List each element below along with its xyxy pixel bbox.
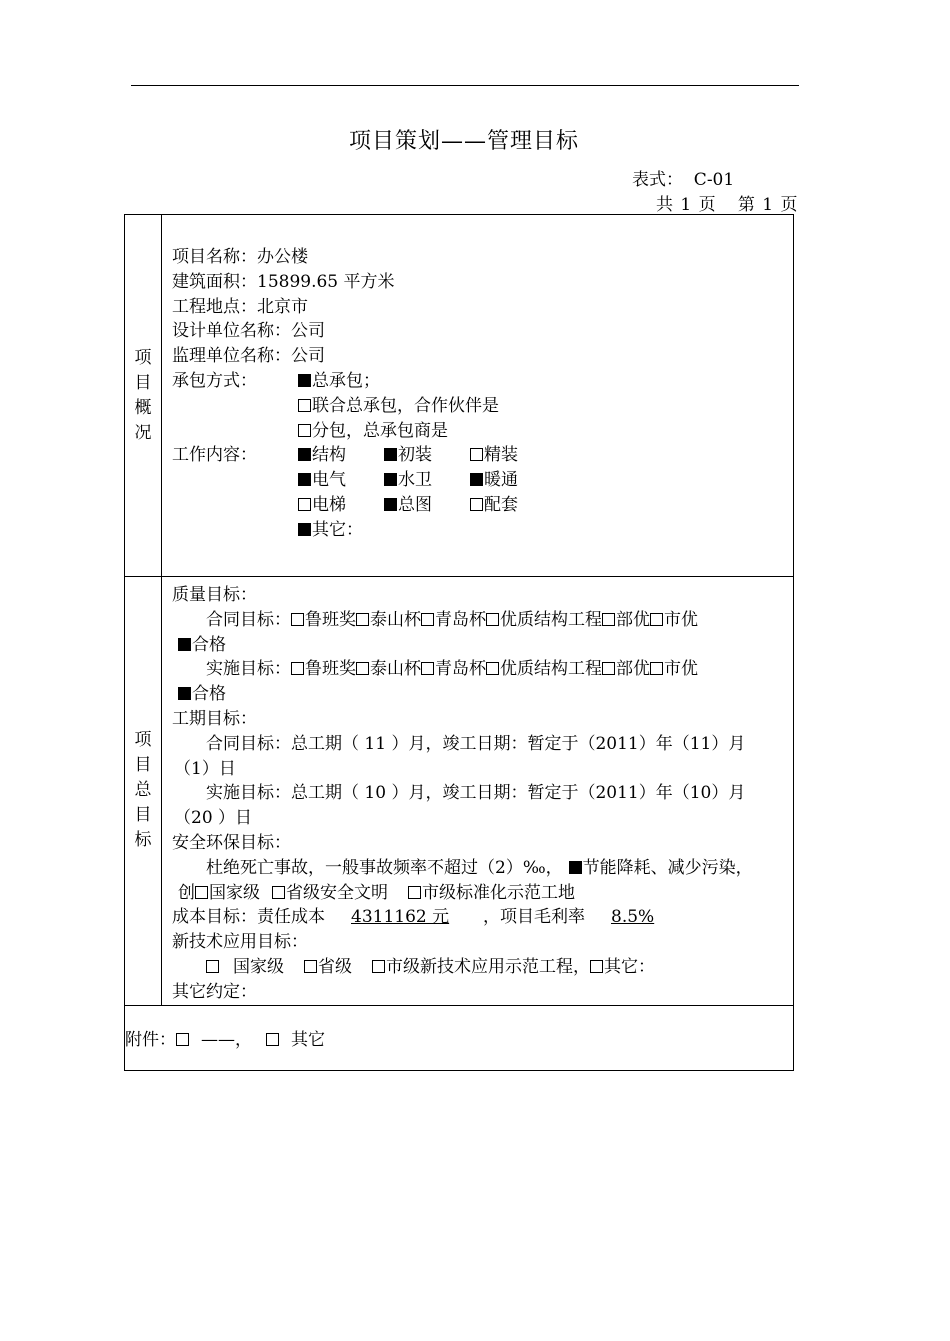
checkbox-empty-icon: [272, 886, 285, 899]
checkbox-empty-icon: [356, 613, 369, 626]
tech-city-option[interactable]: 市级新技术应用示范工程，: [372, 957, 590, 977]
overview-side-label: 项 目 概 况: [125, 215, 162, 577]
project-name: 项目名称：办公楼: [172, 247, 308, 267]
safety-title: 安全环保目标：: [172, 832, 291, 853]
work-item-fine-fitout[interactable]: 精装: [470, 443, 556, 468]
supervision-unit: 监理单位名称：公司: [172, 346, 325, 367]
checkbox-checked-icon: [298, 473, 311, 486]
attachment-option-other[interactable]: 其它: [266, 1030, 325, 1050]
work-content-label: 工作内容：: [172, 445, 257, 466]
checkbox-empty-icon: [266, 1033, 279, 1046]
checkbox-empty-icon: [356, 662, 369, 675]
quality-contract-pass[interactable]: 合格: [172, 633, 787, 658]
checkbox-empty-icon: [590, 960, 603, 973]
quality-opt-taishan[interactable]: 泰山杯: [356, 659, 421, 679]
header-rule: [131, 85, 799, 86]
goals-section: [162, 577, 794, 1006]
quality-opt-ministry[interactable]: 部优: [602, 659, 650, 679]
checkbox-empty-icon: [298, 424, 311, 437]
quality-opt-qingdao[interactable]: 青岛杯: [421, 610, 486, 630]
quality-opt-luban[interactable]: 鲁班奖: [291, 610, 356, 630]
quality-opt-structure[interactable]: 优质结构工程: [486, 610, 602, 630]
tech-other-option[interactable]: 其它：: [590, 957, 655, 977]
checkbox-empty-icon: [298, 498, 311, 511]
work-item-plumbing[interactable]: 水卫: [384, 468, 470, 493]
safety-energy-option[interactable]: 节能降耗、减少污染，: [563, 858, 753, 878]
work-item-hvac[interactable]: 暖通: [470, 468, 556, 493]
quality-opt-luban[interactable]: 鲁班奖: [291, 659, 356, 679]
checkbox-checked-icon: [298, 374, 311, 387]
plan-table: [124, 214, 794, 1071]
schedule-contract-line1: 合同目标：总工期（ 11 ）月，竣工日期：暂定于（2011）年（11）月: [206, 733, 746, 754]
quality-opt-ministry[interactable]: 部优: [602, 610, 650, 630]
page-count: 共 1 页 第 1 页: [656, 195, 798, 215]
contract-option-sub[interactable]: 分包，总承包商是: [298, 421, 448, 441]
project-location: 工程地点：北京市: [172, 296, 308, 317]
building-area: 建筑面积：15899.65 平方米: [172, 271, 395, 292]
tech-national-option[interactable]: 国家级: [206, 957, 284, 977]
quality-opt-taishan[interactable]: 泰山杯: [356, 610, 421, 630]
quality-contract-target: 合同目标： 鲁班奖 泰山杯 青岛杯 优质结构工程 部优 市优: [206, 609, 698, 630]
attachment-option-1[interactable]: ——，: [176, 1030, 252, 1050]
checkbox-checked-icon: [178, 638, 191, 651]
attachment-row: 附件： ——， 其它: [125, 1005, 794, 1070]
schedule-title: 工期目标：: [172, 708, 257, 729]
checkbox-empty-icon: [421, 662, 434, 675]
safety-city-option[interactable]: 市级标准化示范工地: [408, 883, 575, 903]
contract-option-joint[interactable]: 联合总承包，合作伙伴是: [298, 396, 499, 416]
schedule-implement-line2: （20 ）日: [174, 808, 253, 829]
checkbox-empty-icon: [291, 662, 304, 675]
page-title: 项目策划——管理目标: [348, 129, 579, 154]
checkbox-empty-icon: [602, 662, 615, 675]
checkbox-checked-icon: [178, 687, 191, 700]
quality-title: 质量目标：: [172, 585, 257, 605]
overview-section: [162, 215, 794, 577]
cost-value: 4311162 元: [351, 907, 450, 928]
contract-mode-label: 承包方式：: [172, 370, 257, 391]
checkbox-empty-icon: [486, 613, 499, 626]
checkbox-empty-icon: [195, 886, 208, 899]
checkbox-empty-icon: [650, 662, 663, 675]
checkbox-empty-icon: [176, 1033, 189, 1046]
work-item-site-plan[interactable]: 总图: [384, 493, 470, 518]
work-item-structure[interactable]: 结构: [298, 443, 384, 468]
quality-opt-city[interactable]: 市优: [650, 610, 698, 630]
checkbox-empty-icon: [408, 886, 421, 899]
checkbox-checked-icon: [470, 473, 483, 486]
checkbox-empty-icon: [291, 613, 304, 626]
margin-value: 8.5%: [611, 907, 655, 928]
checkbox-checked-icon: [569, 861, 582, 874]
other-agreement-title: 其它约定：: [172, 981, 257, 1002]
tech-title: 新技术应用目标：: [172, 932, 308, 953]
form-number: 表式： C-01: [632, 170, 735, 190]
goals-side-label: 项 目 总 目 标: [125, 577, 162, 1006]
checkbox-empty-icon: [602, 613, 615, 626]
quality-opt-structure[interactable]: 优质结构工程: [486, 659, 602, 679]
quality-implement-target: 实施目标： 鲁班奖 泰山杯 青岛杯 优质结构工程 部优 市优: [206, 659, 698, 680]
work-item-elevator[interactable]: 电梯: [298, 493, 384, 518]
work-item-electrical[interactable]: 电气: [298, 468, 384, 493]
tech-options: [172, 955, 787, 980]
work-item-ancillary[interactable]: 配套: [470, 493, 556, 518]
design-unit: 设计单位名称：公司: [172, 321, 325, 342]
checkbox-checked-icon: [384, 448, 397, 461]
safety-line1: 杜绝死亡事故，一般事故频率不超过（2）‰， 节能降耗、减少污染，: [206, 857, 753, 878]
contract-option-general[interactable]: 总承包；: [298, 371, 380, 391]
checkbox-checked-icon: [384, 498, 397, 511]
checkbox-empty-icon: [206, 960, 219, 973]
checkbox-checked-icon: [384, 473, 397, 486]
safety-provincial-option[interactable]: 省级安全文明: [272, 883, 388, 903]
checkbox-empty-icon: [298, 399, 311, 412]
checkbox-empty-icon: [470, 448, 483, 461]
checkbox-empty-icon: [486, 662, 499, 675]
schedule-contract-line2: （1）日: [174, 758, 236, 779]
cost-target: 成本目标：责任成本 4311162 元 ，项目毛利率 8.5%: [172, 905, 787, 930]
safety-line2: 创 国家级 省级安全文明 市级标准化示范工地: [178, 882, 575, 903]
checkbox-empty-icon: [650, 613, 663, 626]
quality-implement-pass[interactable]: 合格: [172, 682, 787, 707]
quality-opt-city[interactable]: 市优: [650, 659, 698, 679]
work-item-other[interactable]: 其它：: [298, 518, 384, 543]
schedule-implement-line1: 实施目标：总工期（ 10 ）月，竣工日期：暂定于（2011）年（10）月: [206, 783, 746, 804]
checkbox-empty-icon: [421, 613, 434, 626]
checkbox-empty-icon: [470, 498, 483, 511]
work-item-initial-fitout[interactable]: 初装: [384, 443, 470, 468]
safety-national-option[interactable]: 国家级: [195, 883, 260, 903]
checkbox-checked-icon: [298, 448, 311, 461]
checkbox-empty-icon: [304, 960, 317, 973]
quality-opt-qingdao[interactable]: 青岛杯: [421, 659, 486, 679]
checkbox-checked-icon: [298, 523, 311, 536]
tech-provincial-option[interactable]: 省级: [304, 957, 352, 977]
checkbox-empty-icon: [372, 960, 385, 973]
